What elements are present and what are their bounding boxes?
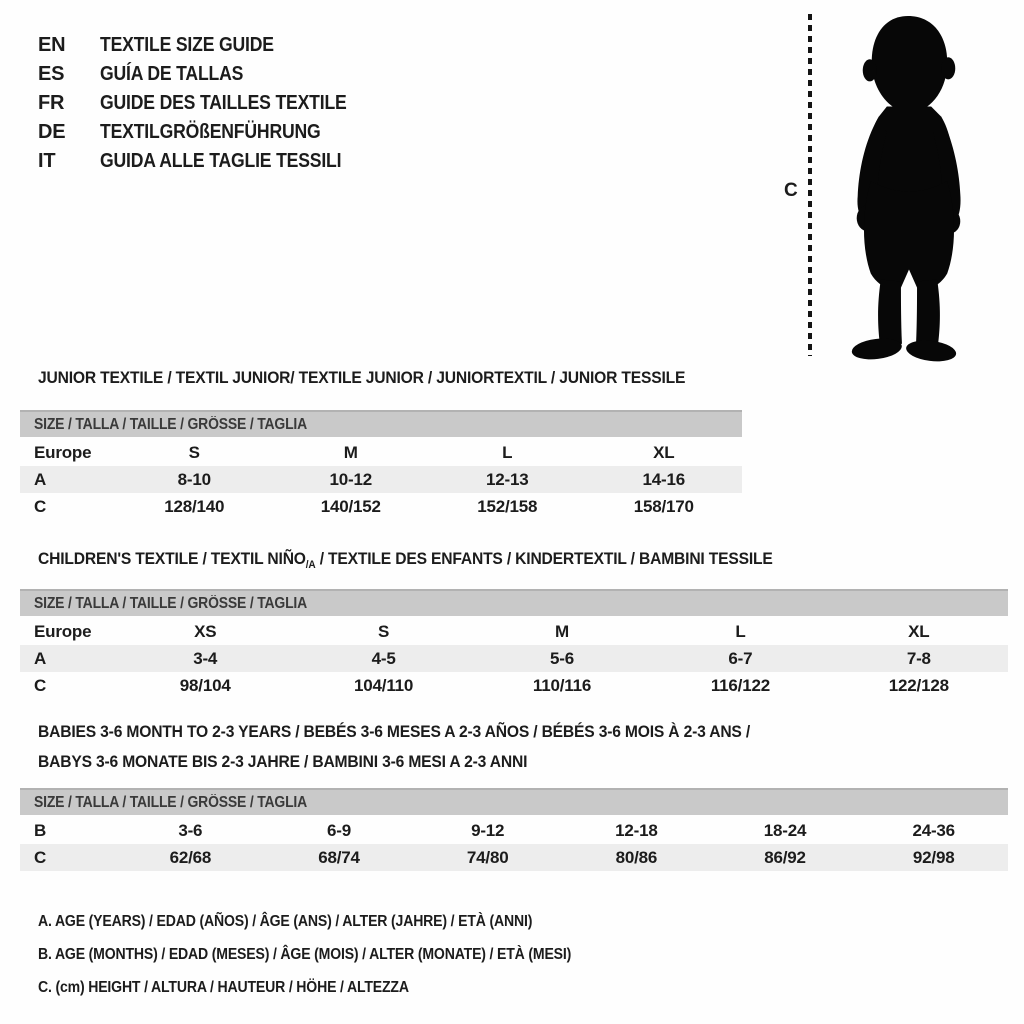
babies-size-table	[20, 788, 1008, 871]
table-cell: 14-16	[642, 469, 685, 489]
title-subscript: /A	[305, 559, 316, 571]
row-label: C	[34, 496, 47, 516]
language-row	[38, 118, 380, 147]
footnote-age-years: A. AGE (YEARS) / EDAD (AÑOS) / ÂGE (ANS) / ALTER (JAHRE) / ETÀ (ANNI)	[38, 912, 533, 930]
table-cell: 110/116	[532, 675, 592, 695]
table-cell: XS	[194, 621, 217, 641]
table-cell: 3-6	[178, 820, 203, 840]
table-cell: 12-13	[486, 469, 529, 489]
footnote-height-cm: C. (cm) HEIGHT / ALTURA / HAUTEUR / HÖHE / ALTEZZA	[38, 978, 409, 996]
table-cell: 152/158	[477, 496, 538, 516]
junior-size-table	[20, 410, 742, 520]
table-cell: 158/170	[633, 496, 694, 516]
table-cell: 128/140	[164, 496, 225, 516]
table-cell: 62/68	[169, 847, 212, 867]
table-cell: 6-9	[327, 820, 351, 840]
table-cell: 80/86	[615, 847, 658, 867]
language-code: ES	[38, 63, 65, 85]
table-row	[20, 618, 1008, 645]
language-row	[38, 89, 380, 118]
guide-title: GUIDE DES TAILLES TEXTILE	[100, 92, 347, 114]
table-cell: 104/110	[354, 675, 414, 695]
table-cell: XL	[653, 442, 675, 462]
table-cell: 12-18	[615, 820, 658, 840]
table-cell: 7-8	[906, 648, 931, 668]
language-row	[38, 147, 380, 176]
table-cell: L	[502, 442, 513, 462]
table-row	[20, 645, 1008, 672]
height-measure-label: C	[784, 180, 798, 201]
row-label: C	[34, 675, 47, 695]
guide-title: TEXTILGRÖßENFÜHRUNG	[100, 121, 321, 143]
language-code: IT	[38, 150, 56, 172]
table-cell: XL	[908, 621, 930, 641]
guide-title: TEXTILE SIZE GUIDE	[100, 34, 274, 56]
table-cell: 24-36	[912, 820, 955, 840]
table-cell: L	[735, 621, 746, 641]
table-cell: 10-12	[329, 469, 372, 489]
legend-footnotes	[38, 905, 644, 1004]
children-section-title: CHILDREN'S TEXTILE / TEXTIL $NIÑO_{/A}$ / TEXTILE DES ENFANTS / KINDERTEXTIL / BAMBINI TESSILE	[38, 549, 773, 571]
language-code: DE	[38, 121, 66, 143]
guide-title: GUÍA DE TALLAS	[100, 63, 244, 85]
row-label: A	[34, 469, 47, 489]
table-row	[20, 493, 742, 520]
language-row	[38, 60, 380, 89]
row-label: A	[34, 648, 47, 668]
children-size-table	[20, 589, 1008, 699]
row-label: B	[34, 820, 47, 840]
table-cell: M	[555, 621, 569, 641]
height-figure	[778, 8, 1018, 364]
table-cell: 98/104	[179, 675, 231, 695]
table-row	[20, 672, 1008, 699]
table-cell: 68/74	[318, 847, 360, 867]
table-cell: 4-5	[371, 648, 396, 668]
table-cell: 92/98	[912, 847, 955, 867]
size-header-bar	[20, 788, 1008, 815]
size-header-bar	[20, 589, 1008, 616]
language-code: EN	[38, 34, 66, 56]
table-cell: S	[188, 442, 200, 462]
size-header-label: SIZE / TALLA / TAILLE / GRÖSSE / TAGLIA	[34, 793, 308, 811]
size-header-label: SIZE / TALLA / TAILLE / GRÖSSE / TAGLIA	[34, 594, 308, 612]
table-cell: 6-7	[728, 648, 753, 668]
table-cell: 9-12	[471, 820, 505, 840]
table-cell: 122/128	[888, 675, 949, 695]
language-code: FR	[38, 92, 65, 114]
table-row	[20, 817, 1008, 844]
table-row	[20, 844, 1008, 871]
row-label: C	[34, 847, 47, 867]
size-header-bar	[20, 410, 742, 437]
footnote-age-months: B. AGE (MONTHS) / EDAD (MESES) / ÂGE (MOIS) / ALTER (MONATE) / ETÀ (MESI)	[38, 945, 572, 963]
table-cell: 18-24	[763, 820, 807, 840]
table-row	[20, 466, 742, 493]
row-label: Europe	[34, 621, 92, 641]
table-cell: 116/122	[710, 675, 770, 695]
table-cell: 3-4	[193, 648, 218, 668]
language-title-list	[38, 31, 380, 176]
row-label: Europe	[34, 442, 92, 462]
size-header-label: SIZE / TALLA / TAILLE / GRÖSSE / TAGLIA	[34, 415, 308, 433]
table-cell: 5-6	[550, 648, 574, 668]
table-cell: 74/80	[466, 847, 509, 867]
toddler-silhouette-icon	[834, 10, 986, 362]
babies-section-title: BABIES 3-6 MONTH TO 2-3 YEARS / BEBÉS 3-6 MESES A 2-3 AÑOS / BÉBÉS 3-6 MOIS À 2-3 ANS / BABYS 3-6 MONATE BIS 2-3 JAHRE / BAMBINI 3-6 MESI A 2-3 ANNI	[38, 722, 751, 771]
table-cell: M	[343, 442, 358, 462]
junior-section-title: JUNIOR TEXTILE / TEXTIL JUNIOR/ TEXTILE JUNIOR / JUNIORTEXTIL / JUNIOR TESSILE	[38, 368, 686, 387]
table-row	[20, 439, 742, 466]
language-row	[38, 31, 380, 60]
table-cell: 86/92	[764, 847, 806, 867]
table-cell: S	[378, 621, 390, 641]
table-cell: 140/152	[320, 496, 381, 516]
table-cell: 8-10	[177, 469, 211, 489]
height-dotted-line	[808, 14, 812, 356]
guide-title: GUIDA ALLE TAGLIE TESSILI	[100, 150, 342, 172]
